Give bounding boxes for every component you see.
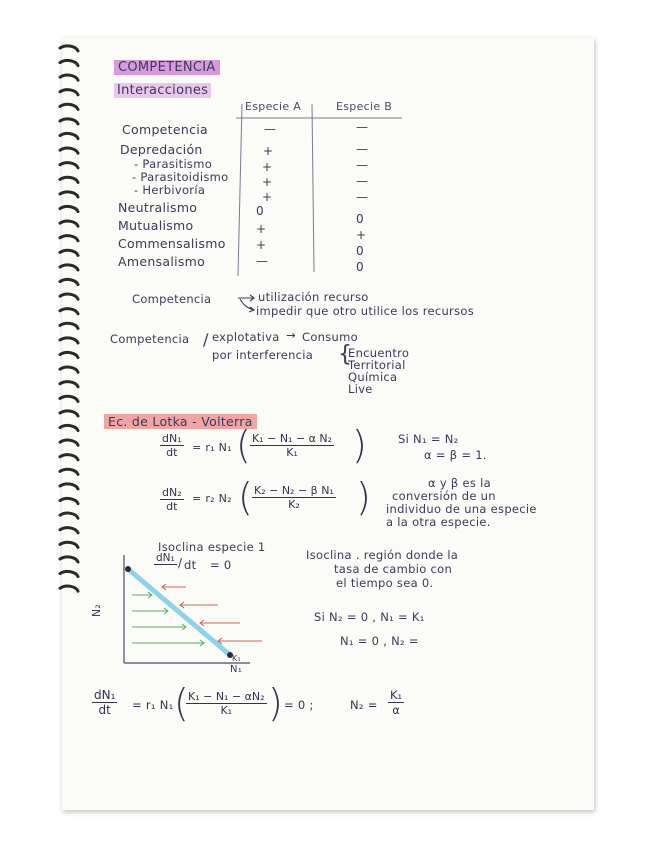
tipos-item-live: Live: [348, 382, 373, 396]
eq1-mid: = r₁ N₁: [192, 441, 232, 454]
eq1-lhs: $\frac{\text{dN₁}}{dt}$: [162, 432, 182, 459]
eq2-mid: = r₂ N₂: [192, 492, 232, 505]
column-header-especie-a: Especie A: [245, 100, 302, 113]
tipos-item-encuentro: Encuentro: [348, 346, 410, 360]
eq1-fraction: $\frac{\text{K₁ − N₁ − α N₂}}{\text{K₁}}$: [252, 432, 333, 459]
column-header-especie-b: Especie B: [336, 100, 393, 113]
cell-commensalismo-a: +: [256, 238, 267, 252]
row-label-parasitoidismo: - Parasitoidismo: [132, 170, 229, 184]
tipos-explotativa: explotativa: [212, 330, 280, 344]
lotka-heading: Ec. de Lotka - Volterra: [104, 414, 257, 429]
cell-neutralismo-a: 0: [256, 204, 264, 218]
cell-amensalismo-b: 0: [356, 244, 364, 258]
row-label-amensalismo: Amensalismo: [118, 254, 206, 269]
final-eq-rhs: = 0 ;: [284, 698, 314, 712]
lotka-note-2: α = β = 1.: [424, 448, 487, 462]
ab-line-3: individuo de una especie: [386, 502, 537, 516]
final-eq-fraction: $\frac{\text{K₁ − N₁ − αN₂}}{\text{K₁}}$: [188, 690, 265, 717]
cell-herbivoria-a: +: [262, 190, 273, 204]
isoclina-def-2: tasa de cambio con: [334, 562, 453, 576]
cell-depredacion-a: +: [263, 144, 274, 158]
cell-mutualismo-a: +: [256, 222, 267, 236]
final-result-lhs: N₂ =: [350, 698, 378, 712]
isoclina-cond-1: Si N₂ = 0 , N₁ = K₁: [314, 610, 425, 624]
ab-line-1: α y β es la: [428, 476, 491, 490]
cell-parasitoidismo-b: —: [356, 174, 369, 188]
cell-competencia-b: —: [356, 120, 369, 134]
cell-parasitismo-b: —: [356, 158, 369, 172]
ab-line-2: conversión de un: [392, 489, 496, 503]
isoclina-def-3: el tiempo sea 0.: [336, 576, 434, 590]
axis-label-n2: N₂: [90, 603, 104, 618]
isocline-line: [128, 569, 230, 655]
cell-herbivoria-b: —: [356, 190, 369, 204]
ab-line-4: a la otra especie.: [386, 515, 491, 529]
final-eq-mid: = r₁ N₁: [132, 698, 174, 712]
tipos-label: Competencia: [110, 332, 190, 346]
red-arrows: [162, 584, 262, 644]
eq1-close-paren: ): [352, 423, 367, 467]
row-label-mutualismo: Mutualismo: [118, 218, 194, 233]
final-eq-close-paren: ): [268, 681, 283, 725]
row-label-competencia: Competencia: [122, 122, 208, 137]
cell-commensalismo-b: +: [356, 228, 367, 242]
cell-amensalismo-a: —: [256, 254, 269, 268]
tipos-item-quimica: Química: [348, 370, 398, 384]
lotka-note-1: Si N₁ = N₂: [398, 432, 459, 446]
eq2-fraction: $\frac{\text{K₂ − N₂ − β N₁}}{\text{K₂}}$: [254, 484, 334, 511]
tipos-item-territorial: Territorial: [348, 358, 406, 372]
isoclina-def-1: Isoclina . región donde la: [306, 548, 459, 562]
competencia-note-item-2: impedir que otro utilice los recursos: [256, 304, 475, 318]
competencia-note-item-1: utilización recurso: [258, 290, 369, 304]
isoclina-eq: = 0: [210, 558, 232, 572]
row-label-commensalismo: Commensalismo: [118, 236, 226, 251]
row-label-depredacion: Depredación: [120, 142, 203, 157]
final-eq-open-paren: (: [174, 681, 189, 725]
eq1-open-paren: (: [236, 423, 251, 467]
isocline-diagram: [100, 545, 280, 680]
cell-depredacion-b: —: [356, 142, 369, 156]
isoclina-den: dt: [184, 558, 197, 572]
competencia-note-label: Competencia: [132, 292, 212, 306]
cell-parasitismo-a: +: [262, 160, 273, 174]
eq2-close-paren: ): [356, 475, 371, 519]
isoclina-label: Isoclina especie 1: [158, 540, 266, 554]
tipos-separator: /: [203, 330, 209, 349]
row-label-herbivoria: - Herbivoría: [134, 183, 206, 197]
eq2-lhs: $\frac{\text{dN₂}}{dt}$: [162, 486, 182, 513]
tipos-interferencia: por interferencia: [212, 348, 314, 362]
page-title: COMPETENCIA: [114, 60, 220, 75]
axis-label-n1: N₁: [230, 664, 243, 675]
row-label-neutralismo: Neutralismo: [118, 200, 198, 215]
isoclina-slash: /: [178, 556, 183, 570]
arrow-icon: →: [286, 328, 296, 342]
final-eq-lhs: $\frac{\text{dN₁}}{dt}$: [94, 688, 116, 717]
k1-label: K₁: [232, 654, 242, 663]
isoclina-cond-2: N₁ = 0 , N₂ =: [340, 634, 419, 648]
cell-mutualismo-b: 0: [356, 212, 364, 226]
row-label-parasitismo: - Parasitismo: [134, 157, 213, 171]
isocline-start-dot: [125, 566, 131, 572]
final-result-fraction: $\frac{\text{K₁}}{\alpha}$: [390, 688, 403, 717]
cell-parasitoidismo-a: +: [262, 175, 273, 189]
isoclina-frac: dN₁: [156, 552, 175, 564]
section-subtitle: Interacciones: [114, 83, 211, 98]
tipos-consumo: Consumo: [302, 330, 358, 344]
brace-icon: {: [338, 342, 353, 367]
cell-competencia-a: —: [264, 122, 277, 136]
eq2-open-paren: (: [238, 475, 253, 519]
cell-extra-b: 0: [356, 260, 364, 274]
